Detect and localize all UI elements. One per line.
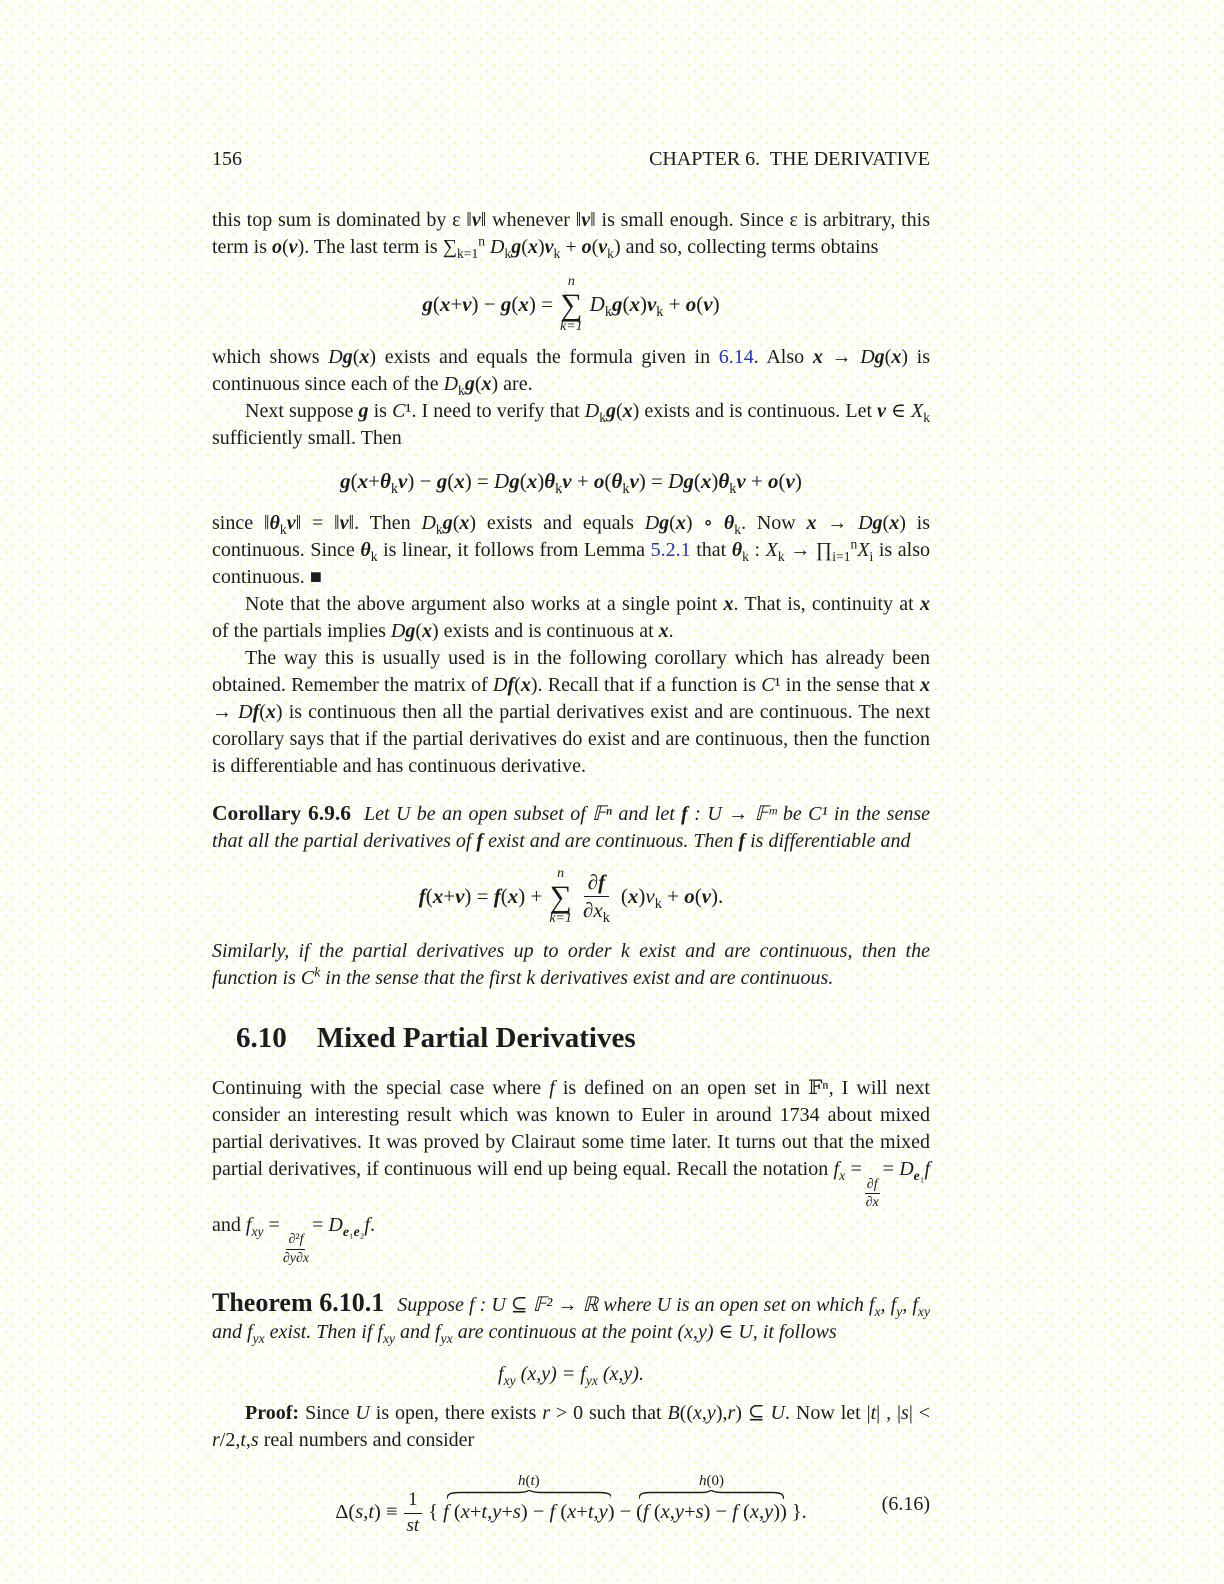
close-brace: }. (791, 1501, 807, 1524)
overbrace-content-ht: f (x+t,y+s) − f (x+t,y) (443, 1501, 615, 1524)
overbrace (639, 1490, 784, 1499)
paragraph-similarly: Similarly, if the partial derivatives up to order k exist and are continuous, then the function is $C^k$ in the sense that the first k derivatives exist and are continuous. (212, 940, 930, 990)
overbrace-group-ht (443, 1474, 615, 1525)
paragraph-the-way: The way this is usually used is in the following corollary which has already been obtained. Remember the matrix of Df(x). Recall that if a function is C¹ in the sense that x → Df(x) is continuous then all the partial derivatives exist and are continuous. The next corollary says that if the partial derivatives do exist and are continuous, then the function is differentiable and has continuous derivative. (212, 646, 930, 777)
paragraph-note: Note that the above argument also works at a single point x. That is, continuity at x of the partials implies Dg(x) exists and is continuous at x. (212, 592, 930, 642)
overbrace-group-h0 (636, 1474, 787, 1525)
overbrace (447, 1490, 612, 1499)
section-number: 6.10 (236, 1022, 287, 1055)
partial-fraction: $\frac{\partial f}{\partial x_k}$ (583, 869, 610, 927)
inline-fraction-dfdx: $\frac{\partial f}{\partial x}$ (865, 1176, 879, 1211)
equation-partial-sum: f(x+v) = f(x) + n ∑ k=1 $\frac{\partial f}{\partial x_k}$ $(x)v_k + o(v)$. (418, 865, 724, 927)
one-over-st-fraction: $\frac{1}{st}$ (403, 1489, 424, 1538)
inline-fraction-d2f: $\frac{\text{∂²f}}{\partial y\partial x}$ (282, 1232, 310, 1266)
ref-link-6-14[interactable]: 6.14 (718, 346, 754, 369)
corollary-statement: Let U be an open subset of 𝔽ⁿ and let f : U → 𝔽ᵐ be C¹ in the sense that all the partial derivatives of f exist and are continuous. Then f is differentiable and (212, 802, 930, 852)
chapter-running-title: CHAPTER 6. THE DERIVATIVE (649, 148, 930, 170)
sigma-symbol: ∑ (549, 878, 572, 914)
section-heading (212, 1022, 930, 1055)
paragraph-next-suppose: Next suppose g is C¹. I need to verify that $D_kg(x)$ exists and is continuous. Let v ∈ $X_k$ sufficiently small. Then (212, 400, 931, 450)
paragraph-since: since $‖\theta_kv‖$ = ‖v‖. Then $D_kg(x)$ exists and equals Dg(x) ∘ $\theta_k$. Now x → Dg(x) is continuous. Since $\theta_k$ is linear, it follows from Lemma 5.2.1 that $\theta_k$ : $X_k$ → $\prod_{i=1}^nX_i$ is also continuous. ■ (212, 511, 931, 588)
delta-lhs: Δ(s,t) ≡ (335, 1501, 398, 1524)
theorem-6-10-1 (212, 1289, 930, 1346)
sum-operator: n ∑ k=1 (559, 274, 583, 335)
equation-number: (6.16) (881, 1492, 930, 1515)
theorem-statement: Suppose f : U ⊆ 𝔽² → ℝ where U is an open set on which $f_x$, $f_y$, $f_{xy}$ and $f_{yx}$ exist. Then if $f_{xy}$ and $f_{yx}$ are continuous at the point (x,y) ∈ U, it follows (212, 1294, 930, 1347)
equation-left: g(x+v) − g(x) = (422, 292, 553, 317)
sigma-symbol: ∑ (560, 287, 583, 322)
ref-link-5-2-1[interactable]: 5.2.1 (650, 538, 691, 561)
paragraph-continuing: Continuing with the special case where f is defined on an open set in 𝔽ⁿ, I will next consider an interesting result which was known to Euler in around 1734 about mixed partial derivatives. It was proved by Clairaut some time later. It turns out that the mixed partial derivatives, if continuous will end up being equal. Recall the notation $f_x$ = $\frac{\partial f}{\partial x}$ = $D_{e_1}f$ and $f_{xy}$ = $\frac{\text{∂²f}}{\partial y\partial x}$ = $D_{e_1e_2}f$. (212, 1077, 930, 1266)
equation-6-16 (212, 1473, 930, 1537)
overbrace-label-h0: h(0) (699, 1473, 724, 1490)
minus-sign: − (619, 1501, 632, 1524)
corollary-6-9-6 (212, 800, 930, 855)
proof-label: Proof: (245, 1402, 300, 1425)
equation-fxy-fyx: $f_{xy}$ $(x,y) = f_{yx}$ (x,y). (498, 1363, 644, 1389)
corollary-label: Corollary 6.9.6 (212, 800, 351, 825)
equation-right: $D_kg(x)v_k + o(v)$ (589, 292, 720, 321)
theorem-label: Theorem 6.10.1 (212, 1288, 385, 1318)
equation-dkg-sum (212, 275, 930, 334)
page-number: 156 (212, 148, 242, 170)
open-brace: { (428, 1501, 439, 1524)
equation-theta: $g(x+\theta_kv) - g(x) = Dg(x)\theta_kv + o(\theta_kv) = Dg(x)\theta_kv + o(v)$ (340, 469, 802, 498)
overbrace-content-h0: (f (x,y+s) − f (x,y)) (636, 1501, 787, 1524)
section-title: Mixed Partial Derivatives (316, 1022, 636, 1055)
paragraph-top-sum: this top sum is dominated by ε ‖v‖ whenever ‖v‖ is small enough. Since ε is arbitrary, this term is o(v). The last term is $\sum_{k=1}^n$ $D_kg(x)v_k + o(v_k)$ and so, collecting terms obtains (212, 209, 931, 261)
page-header (212, 148, 930, 171)
overbrace-label-ht: h(t) (518, 1473, 540, 1490)
text-column (212, 0, 931, 1537)
paragraph-proof: Proof: Since U is open, there exists r > 0 such that B((x,y),r) ⊆ U. Now let |t| , |s| < r/2,t,s real numbers and consider (212, 1402, 931, 1452)
sum-operator: n ∑ k=1 (549, 865, 573, 927)
paragraph-which-shows: which shows Dg(x) exists and equals the formula given in 6.14. Also x → Dg(x) is continuous since each of the $D_kg(x)$ are. (212, 346, 931, 399)
